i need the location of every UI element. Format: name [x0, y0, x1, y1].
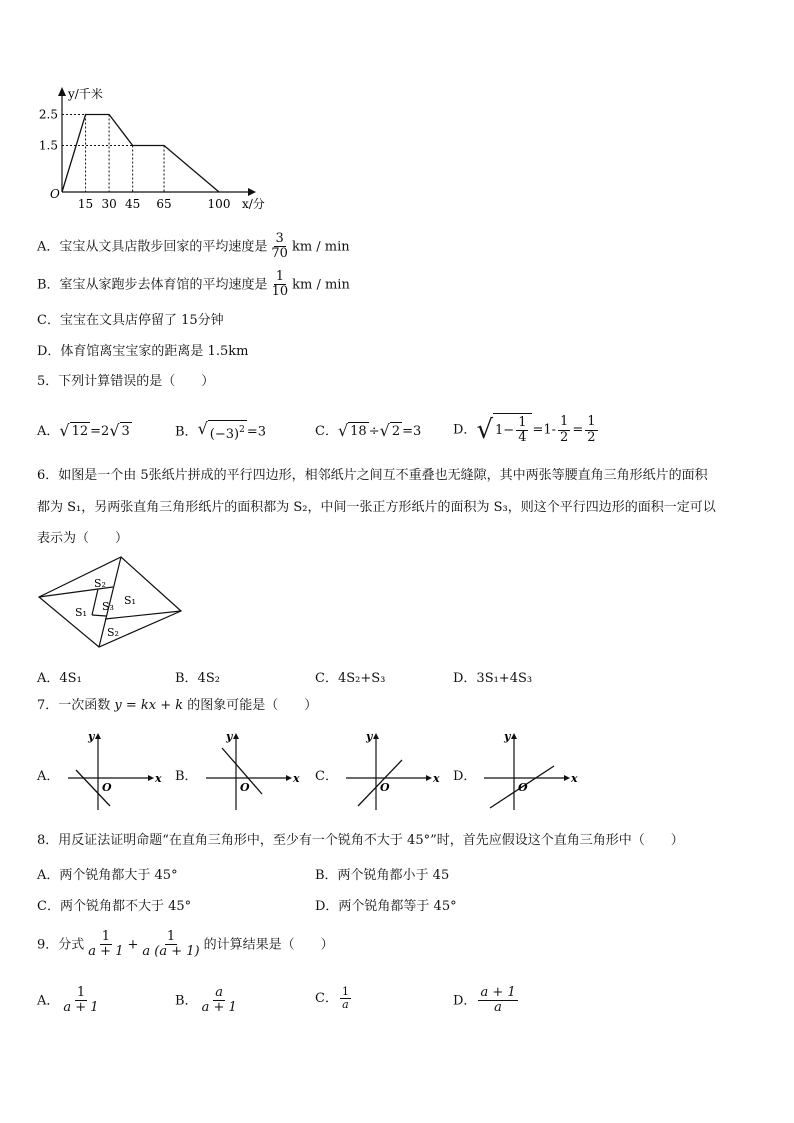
q9-option-c: C． $\frac{1}{a}$	[315, 985, 349, 1012]
label-s2-top: S₂	[94, 577, 106, 590]
y-axis-label: y	[88, 730, 95, 743]
q7-graph-b	[200, 730, 300, 812]
y-axis-arrow	[233, 733, 239, 739]
q8-option-b: B．两个锐角都小于 45	[315, 868, 450, 883]
q8-option-c: C．两个锐角都不大于 45°	[37, 899, 192, 914]
y-axis-label: y	[366, 730, 373, 743]
q5-option-d: D． √ 1− $\frac{1}{4}$ =1- $\frac{1}{2}$ = $\frac{1}{2}$	[453, 414, 596, 445]
q8-option-a: A．两个锐角都大于 45°	[37, 868, 178, 883]
y-axis-label: y/千米	[68, 87, 103, 101]
y-axis-label: y	[504, 730, 511, 743]
q6-stem-line3: 表示为（ ）	[37, 531, 129, 546]
q8-stem: 8．用反证法证明命题“在直角三角形中，至少有一个锐角不大于 45°”时，首先应假设这个直角三角形中（ ）	[37, 833, 684, 848]
q5-option-b: B． √ $(-3)^2$ =3	[175, 419, 266, 442]
q6-stem-line2: 都为 S₁，另两张直角三角形纸片的面积都为 S₂，中间一张正方形纸片的面积为 S₃，则这个平行四边形的面积一定可以	[37, 500, 716, 515]
x-axis-arrow	[426, 775, 432, 781]
x-tick-label: 65	[156, 197, 172, 211]
origin-label: O	[380, 781, 390, 794]
q9-option-a: A． $\frac{1}{a + 1}$	[37, 985, 99, 1016]
x-axis-arrow	[248, 188, 256, 196]
q4-option-a: A．宝宝从文具店散步回家的平均速度是 $\frac{3}{70}$ km / min	[37, 231, 350, 262]
y-axis-arrow	[95, 733, 101, 739]
q7-graph-a	[62, 730, 162, 812]
y-axis-arrow	[373, 733, 379, 739]
x-axis-label: x/分	[242, 197, 265, 211]
q5-option-c: C． √ 18 ÷ √ 2 =3	[315, 421, 422, 440]
q6-option-b: B．4S₂	[175, 671, 220, 686]
y-axis-arrow	[58, 87, 66, 96]
label-s2-bottom: S₂	[107, 626, 119, 639]
x-axis-label: x	[433, 772, 440, 785]
q9-option-d: D． $\frac{a + 1}{a}$	[453, 985, 516, 1016]
q9-stem: 9．分式 $\frac{1}{a + 1}$ + $\frac{1}{a (a + 1)}$ 的计算结果是（ ）	[37, 929, 334, 960]
q6-option-d: D．3S₁+4S₃	[453, 671, 533, 686]
x-axis-arrow	[564, 775, 570, 781]
label-s3: S₃	[102, 600, 114, 613]
parallelogram-figure	[36, 554, 186, 654]
y-tick-label: 2.5	[38, 107, 58, 122]
x-axis-label: x	[155, 772, 162, 785]
y-axis-label: y	[226, 730, 233, 743]
x-axis-arrow	[148, 775, 154, 781]
q9-option-b: B． $\frac{a}{a + 1}$	[175, 985, 237, 1016]
q7-graph-c	[340, 730, 440, 812]
y-tick-label: 1.5	[38, 138, 58, 153]
q4-option-b: B．室宝从家跑步去体育馆的平均速度是 $\frac{1}{10}$ km / min	[37, 269, 350, 300]
distance-time-graph	[36, 84, 276, 214]
origin-label: O	[240, 781, 250, 794]
q4-option-c: C．宝宝在文具店停留了 15分钟	[37, 313, 224, 328]
piece-edge	[105, 611, 181, 619]
x-tick-label: 45	[125, 197, 141, 211]
q6-option-c: C．4S₂+S₃	[315, 671, 386, 686]
q7-label-c: C．	[315, 769, 338, 784]
label-s1-left: S₁	[75, 606, 87, 619]
x-axis-label: x	[293, 772, 300, 785]
q6-option-a: A．4S₁	[37, 671, 82, 686]
piece-edge	[92, 615, 106, 616]
q8-option-d: D．两个锐角都等于 45°	[315, 899, 457, 914]
x-tick-label: 15	[77, 197, 94, 211]
x-tick-label: 100	[207, 197, 231, 211]
q7-stem: 7．一次函数 y = kx + k 的图象可能是（ ）	[37, 698, 318, 713]
origin-label: O	[518, 781, 528, 794]
y-axis-arrow	[511, 733, 517, 739]
q6-stem-line1: 6．如图是一个由 5张纸片拼成的平行四边形，相邻纸片之间互不重叠也无缝隙，其中两张等腰直角三角形纸片的面积	[37, 468, 708, 483]
origin-label: O	[102, 781, 112, 794]
q7-label-d: D．	[453, 769, 477, 784]
piece-edge	[92, 589, 98, 615]
q5-option-a: A． √ 12 =2 √ 3	[37, 421, 130, 440]
origin-label: O	[50, 187, 60, 201]
q5-stem: 5．下列计算错误的是（ ）	[37, 374, 215, 389]
label-s1-right: S₁	[124, 594, 136, 607]
q7-graph-d	[478, 730, 578, 812]
q4-option-d: D．体育馆离宝宝家的距离是 1.5km	[37, 344, 249, 359]
x-axis-arrow	[286, 775, 292, 781]
x-axis-label: x	[571, 772, 578, 785]
q7-label-b: B．	[175, 769, 198, 784]
x-tick-label: 30	[101, 197, 117, 211]
q7-label-a: A．	[37, 769, 60, 784]
